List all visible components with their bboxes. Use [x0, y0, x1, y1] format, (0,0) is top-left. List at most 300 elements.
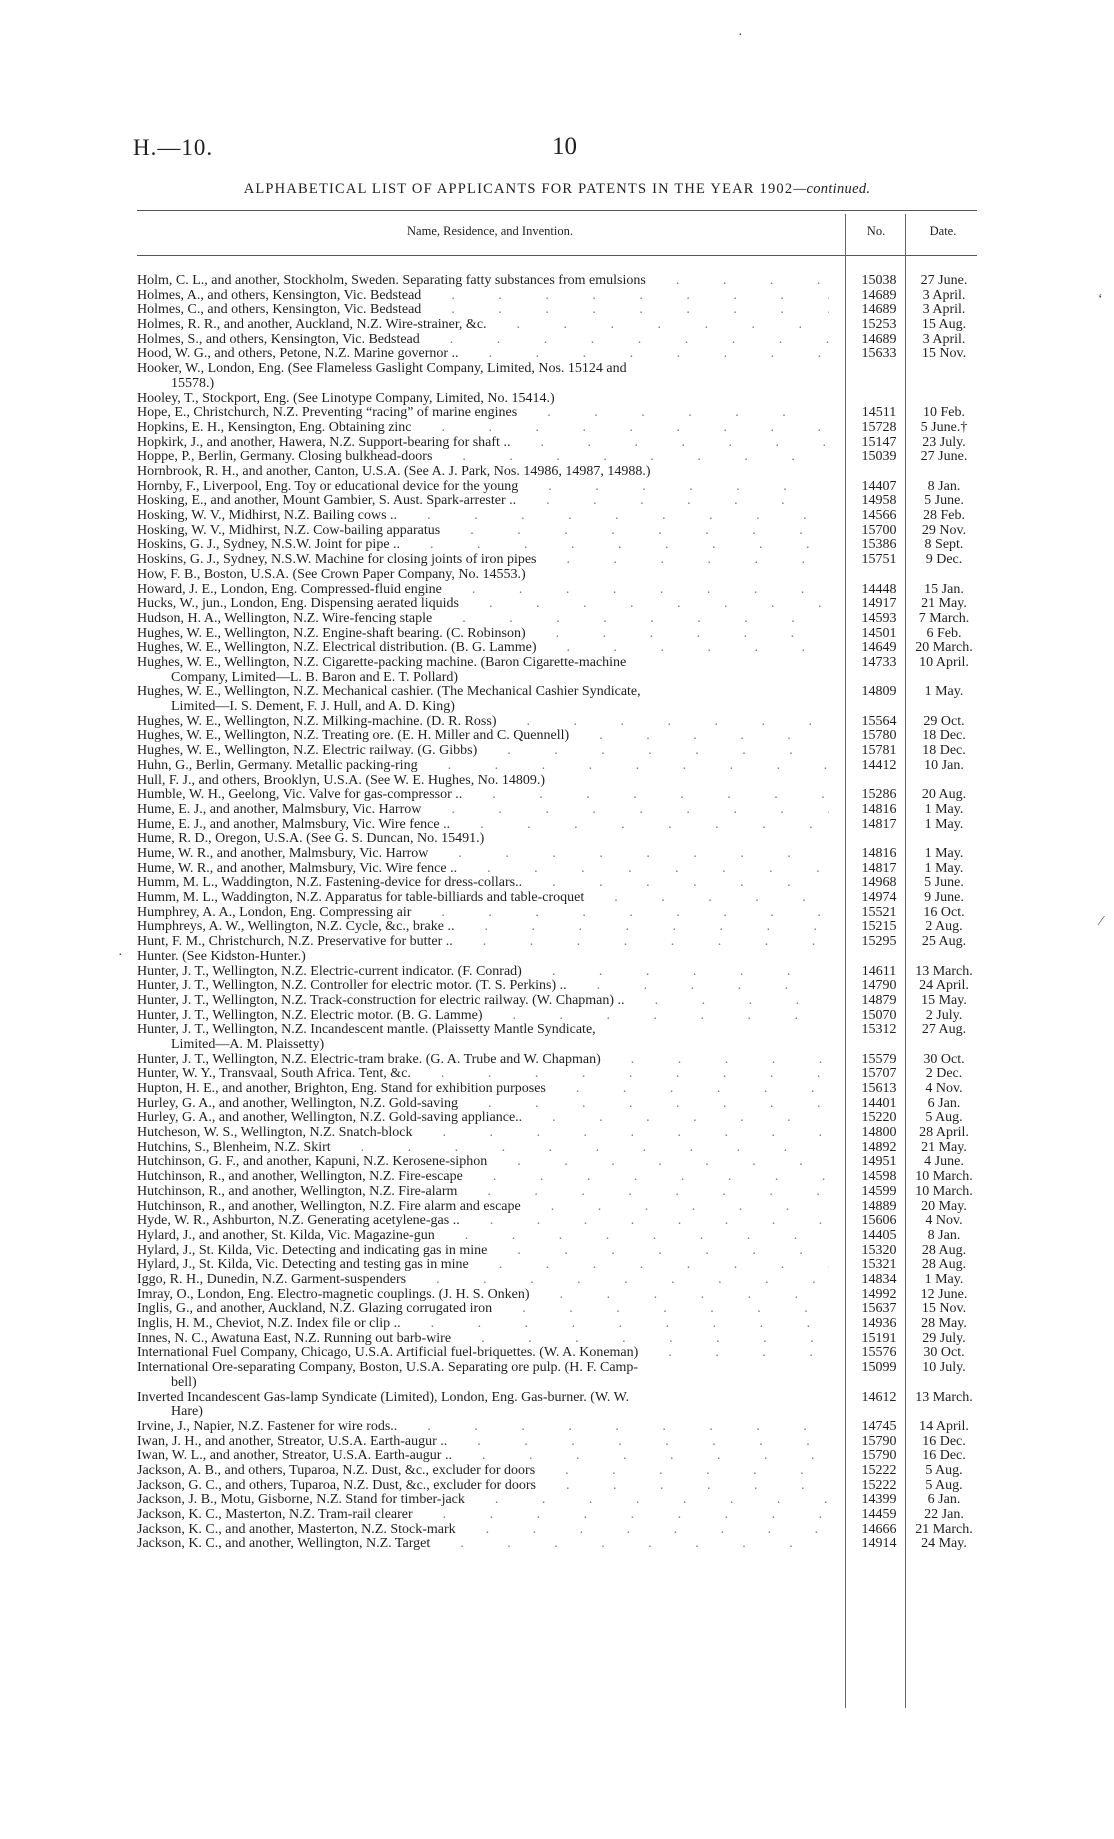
entry-date: 21 May. [921, 1139, 967, 1155]
entry-number: 14501 [861, 625, 897, 641]
entry-number: 15215 [861, 919, 897, 935]
entry-date: 9 Dec. [925, 552, 963, 568]
entry-name-text: Holmes, S., and others, Kensington, Vic. Bedstead [137, 332, 420, 347]
entry-date: 28 April. [919, 1125, 969, 1141]
entry-number: 15564 [861, 713, 897, 729]
entry-date: 9 June. [924, 890, 964, 906]
entry-name-text: Hornbrook, R. H., and another, Canton, U.S.A. (See A. J. Park, Nos. 14986, 14987, 14988.) [137, 463, 651, 479]
entry-date: 22 Jan. [924, 1507, 964, 1523]
entry-name-text: Jackson, K. C., and another, Wellington, N.Z. Target [137, 1537, 431, 1552]
table-row [137, 685, 977, 714]
entry-number: 15790 [861, 1448, 897, 1464]
entry-number: 15780 [861, 728, 897, 744]
entry-name [137, 406, 829, 421]
entry-name-text: Humm, M. L., Waddington, N.Z. Apparatus for table-billiards and table-croquet [137, 891, 585, 906]
entries-list [137, 274, 977, 1552]
table-row [137, 509, 977, 524]
entry-name [137, 641, 829, 656]
entry-name-line: International Ore-separating Company, Boston, U.S.A. Separating ore pulp. (H. F. Camp- [137, 1361, 639, 1376]
table-top-rule [137, 210, 977, 211]
entry-date: 5 Aug. [925, 1110, 963, 1126]
table-row [137, 1479, 977, 1494]
table-row [137, 1391, 977, 1420]
entry-number: 14745 [861, 1418, 897, 1434]
entry-name-text: Humphreys, A. W., Wellington, N.Z. Cycle, &c., brake .. [137, 920, 455, 935]
table-row [137, 538, 977, 553]
entry-number: 15637 [861, 1301, 897, 1317]
table-row [137, 759, 977, 774]
entry-name [137, 1111, 829, 1126]
entry-name [137, 1493, 829, 1508]
entry-name-text: Hume, E. J., and another, Malmsbury, Vic. Wire fence .. [137, 817, 451, 832]
entry-name-continuation: Hare) [171, 1404, 203, 1420]
table-row [137, 318, 977, 333]
table-row [137, 289, 977, 304]
entry-date: 24 May. [921, 1536, 967, 1552]
entry-name-text: Hosking, E., and another, Mount Gambier, S. Aust. Spark-arrester .. [137, 494, 517, 509]
entry-name-text: Humphrey, A. A., London, Eng. Compressing air [137, 905, 412, 920]
entry-name [137, 862, 829, 877]
entry-date: 1 May. [924, 816, 964, 832]
entry-name [137, 935, 829, 950]
entry-number: 15222 [861, 1477, 897, 1493]
entry-number: 15286 [861, 787, 897, 803]
entry-number: 15222 [861, 1462, 897, 1478]
entry-number: 15728 [861, 419, 897, 435]
entry-name-text: Hutcheson, W. S., Wellington, N.Z. Snatch-block [137, 1126, 413, 1141]
entry-name [137, 627, 829, 642]
table-row [137, 744, 977, 759]
entry-name [137, 744, 829, 759]
entry-date: 21 March. [915, 1521, 973, 1537]
entry-name [137, 1126, 829, 1141]
entry-number: 14968 [861, 875, 897, 891]
entry-name [137, 1214, 829, 1229]
entry-name [137, 1523, 829, 1538]
entry-name-text: Hutchins, S., Blenheim, N.Z. Skirt [137, 1140, 331, 1155]
entry-number: 14689 [861, 287, 897, 303]
margin-tick: ⁄ [1100, 914, 1103, 929]
entry-name [137, 847, 829, 862]
entry-date: 5 June.† [920, 419, 968, 435]
entry-name-text: Hughes, W. E., Wellington, N.Z. Engine-shaft bearing. (C. Robinson) [137, 626, 526, 641]
entry-name [137, 1067, 829, 1082]
entry-name-text: Hylard, J., St. Kilda, Vic. Detecting and indicating gas in mine [137, 1243, 488, 1258]
entry-date: 16 Dec. [922, 1448, 966, 1464]
entry-number: 14974 [861, 890, 897, 906]
entry-name [137, 950, 829, 965]
entry-name-line: Hunter, J. T., Wellington, N.Z. Incandescent mantle. (Plaissetty Mantle Syndicate, [137, 1023, 596, 1038]
entry-name [137, 1317, 829, 1332]
entry-number: 14593 [861, 610, 897, 626]
entry-name-continuation: Limited—I. S. Dement, F. J. Hull, and A. D. King) [171, 699, 455, 715]
entry-number: 14611 [861, 963, 897, 979]
entry-date: 27 Aug. [921, 1022, 967, 1038]
entry-name [137, 832, 829, 847]
entry-number: 14459 [861, 1507, 897, 1523]
entry-number: 15606 [861, 1213, 897, 1229]
entry-name-text: Hudson, H. A., Wellington, N.Z. Wire-fencing staple [137, 611, 433, 626]
table-row [137, 1009, 977, 1024]
entry-date: 10 March. [915, 1169, 973, 1185]
table-row [137, 1244, 977, 1259]
entry-name-continuation: 15578.) [171, 375, 215, 391]
entry-date: 27 June. [920, 273, 968, 288]
entry-number: 14914 [861, 1536, 897, 1552]
entry-name [137, 1537, 829, 1552]
entry-name-text: Jackson, J. B., Motu, Gisborne, N.Z. Stand for timber-jack [137, 1493, 465, 1508]
entry-number: 15038 [861, 273, 897, 288]
entry-name-text: Hull, F. J., and others, Brooklyn, U.S.A. (See W. E. Hughes, No. 14809.) [137, 772, 545, 788]
entry-date: 3 April. [922, 287, 966, 303]
entry-date: 8 Jan. [927, 478, 961, 494]
table-row [137, 303, 977, 318]
entry-number: 14879 [861, 992, 897, 1008]
entry-name [137, 891, 829, 906]
entry-date: 1 May. [924, 684, 964, 700]
entry-date: 15 Aug. [921, 317, 967, 333]
entry-name [137, 597, 829, 612]
entry-name-text: Hopkins, E. H., Kensington, Eng. Obtaining zinc [137, 420, 412, 435]
entry-date: 6 Feb. [926, 625, 962, 641]
table-row [137, 597, 977, 612]
entry-date: 15 May. [921, 992, 967, 1008]
entry-name [137, 494, 829, 509]
table-row [137, 1082, 977, 1097]
entry-number: 15781 [861, 743, 897, 759]
table-row [137, 847, 977, 862]
entry-number: 15633 [861, 346, 897, 362]
entry-number: 14598 [861, 1169, 897, 1185]
entry-number: 15253 [861, 317, 897, 333]
entry-number: 15191 [861, 1330, 897, 1346]
entry-number: 14566 [861, 508, 897, 524]
entry-number: 14958 [861, 493, 897, 509]
entry-name-text: International Fuel Company, Chicago, U.S.A. Artificial fuel-briquettes. (W. A. Koneman) [137, 1346, 639, 1361]
table-row [137, 1053, 977, 1068]
table-row [137, 1126, 977, 1141]
entry-name [137, 1435, 829, 1450]
table-row [137, 641, 977, 656]
table-row [137, 1229, 977, 1244]
entry-date: 2 Aug. [925, 919, 963, 935]
entry-date: 27 June. [920, 449, 968, 465]
entry-name [137, 1420, 829, 1435]
entry-name-text: Holmes, C., and others, Kensington, Vic. Bedstead [137, 303, 422, 318]
entry-date: 13 March. [915, 1389, 973, 1405]
entry-date: 12 June. [920, 1286, 968, 1302]
entry-number: 14816 [861, 845, 897, 861]
entry-name [137, 1464, 829, 1479]
entry-name-text: Hume, W. R., and another, Malmsbury, Vic. Wire fence .. [137, 861, 458, 876]
entry-date: 13 March. [915, 963, 973, 979]
entry-name-text: Hosking, W. V., Midhirst, N.Z. Bailing cows .. [137, 509, 398, 524]
entry-name [137, 1332, 829, 1347]
table-row [137, 950, 977, 965]
margin-dot: · [118, 948, 123, 963]
entry-number: 15295 [861, 934, 897, 950]
entry-name [137, 480, 829, 495]
entry-name-text: Iwan, J. H., and another, Streator, U.S.A. Earth-augur .. [137, 1434, 448, 1449]
entry-number: 15321 [861, 1257, 897, 1273]
entry-name-text: Hume, E. J., and another, Malmsbury, Vic. Harrow [137, 802, 422, 817]
entry-date: 4 Nov. [925, 1081, 963, 1097]
entry-name [137, 1361, 829, 1390]
entry-name-text: Hume, W. R., and another, Malmsbury, Vic. Harrow [137, 846, 429, 861]
table-header-rule [137, 255, 977, 256]
entry-number: 14809 [861, 684, 897, 700]
table-row [137, 920, 977, 935]
entry-name-text: Hunter, J. T., Wellington, N.Z. Controller for electric motor. (T. S. Perkins) .. [137, 979, 567, 994]
entry-number: 14817 [861, 816, 897, 832]
table-row [137, 803, 977, 818]
entry-name [137, 1200, 829, 1215]
entry-date: 15 Nov. [921, 346, 967, 362]
table-row [137, 1302, 977, 1317]
entry-name-text: Iggo, R. H., Dunedin, N.Z. Garment-suspenders [137, 1272, 407, 1287]
entry-date: 5 June. [924, 493, 964, 509]
entry-number: 15700 [861, 522, 897, 538]
entry-date: 23 July. [922, 434, 966, 450]
entry-date: 21 May. [921, 596, 967, 612]
entry-number: 14689 [861, 302, 897, 318]
entry-name [137, 1141, 829, 1156]
entry-number: 15220 [861, 1110, 897, 1126]
entry-date: 24 April. [919, 978, 969, 994]
entry-date: 4 Nov. [925, 1213, 963, 1229]
entry-name-text: Hoppe, P., Berlin, Germany. Closing bulkhead-doors [137, 450, 433, 465]
title-text: ALPHABETICAL LIST OF APPLICANTS FOR PATENTS IN THE YEAR 1902 [243, 181, 794, 197]
entry-name [137, 333, 829, 348]
entry-name [137, 965, 829, 980]
table-row [137, 1317, 977, 1332]
table-row [137, 1464, 977, 1479]
entry-name [137, 436, 829, 451]
entry-number: 15613 [861, 1081, 897, 1097]
entry-name-text: Jackson, A. B., and others, Tuparoa, N.Z. Dust, &c., excluder for doors [137, 1463, 536, 1478]
entry-date: 1 May. [924, 860, 964, 876]
entry-number: 14817 [861, 860, 897, 876]
table-row [137, 568, 977, 583]
entry-number: 14448 [861, 581, 897, 597]
table-row [137, 1185, 977, 1200]
entry-number: 14407 [861, 478, 897, 494]
entry-name [137, 1023, 829, 1052]
entry-date: 28 Feb. [923, 508, 965, 524]
entry-date: 10 Feb. [923, 405, 965, 421]
entry-name-text: Jackson, K. C., Masterton, N.Z. Tram-rail clearer [137, 1508, 413, 1523]
entry-name [137, 583, 829, 598]
entry-name-line: Hooker, W., London, Eng. (See Flameless Gaslight Company, Limited, Nos. 15124 and [137, 362, 627, 377]
entry-name [137, 1346, 829, 1361]
entry-date: 30 Oct. [923, 1345, 965, 1361]
table-row [137, 656, 977, 685]
entry-name-text: Hughes, W. E., Wellington, N.Z. Treating ore. (E. H. Miller and C. Quennell) [137, 729, 570, 744]
entry-name [137, 906, 829, 921]
table-row [137, 524, 977, 539]
table-row [137, 1214, 977, 1229]
table-row [137, 1435, 977, 1450]
entry-name-text: Hunter, J. T., Wellington, N.Z. Track-construction for electric railway. (W. Chapman) .. [137, 993, 625, 1008]
table-row [137, 406, 977, 421]
entry-name [137, 1097, 829, 1112]
table-row [137, 1111, 977, 1126]
entry-date: 3 April. [922, 302, 966, 318]
table-row [137, 1508, 977, 1523]
table-row [137, 1449, 977, 1464]
table-row [137, 979, 977, 994]
table-row [137, 1288, 977, 1303]
entry-name-line: Inverted Incandescent Gas-lamp Syndicate (Limited), London, Eng. Gas-burner. (W. W. [137, 1390, 630, 1405]
table-row [137, 480, 977, 495]
entry-name [137, 818, 829, 833]
entry-number: 15039 [861, 449, 897, 465]
margin-tick: ‘ [1098, 292, 1103, 307]
entry-name-text: Hughes, W. E., Wellington, N.Z. Electrical distribution. (B. G. Lamme) [137, 641, 537, 656]
table-row [137, 347, 977, 362]
entry-name-continuation: Limited—A. M. Plaissetty) [171, 1036, 325, 1052]
entry-number: 14790 [861, 978, 897, 994]
entry-name [137, 553, 829, 568]
entry-name [137, 876, 829, 891]
entry-number: 14401 [861, 1095, 897, 1111]
entry-number: 15521 [861, 904, 897, 920]
entry-name-text: Hyde, W. R., Ashburton, N.Z. Generating acetylene-gas .. [137, 1214, 460, 1229]
table-row [137, 1273, 977, 1288]
entry-date: 28 Aug. [921, 1242, 967, 1258]
entry-date: 15 Jan. [924, 581, 964, 597]
entry-name-text: Hopkirk, J., and another, Hawera, N.Z. Support-bearing for shaft .. [137, 435, 511, 450]
table-row [137, 1420, 977, 1435]
entry-name [137, 994, 829, 1009]
title-continued: —continued. [793, 181, 871, 197]
entry-name-text: Hunter, J. T., Wellington, N.Z. Electric motor. (B. G. Lamme) [137, 1008, 483, 1023]
table-row [137, 553, 977, 568]
entry-name-text: Hosking, W. V., Midhirst, N.Z. Cow-bailing apparatus [137, 523, 441, 538]
entry-number: 14800 [861, 1125, 897, 1141]
entry-name [137, 509, 829, 524]
entry-name-text: Hope, E., Christchurch, N.Z. Preventing “racing” of marine engines [137, 406, 518, 421]
entry-name-text: Hughes, W. E., Wellington, N.Z. Electric railway. (G. Gibbs) [137, 744, 478, 759]
entry-name [137, 612, 829, 627]
entry-name-text: Hunter, J. T., Wellington, N.Z. Electric-current indicator. (F. Conrad) [137, 964, 522, 979]
table-row [137, 1361, 977, 1390]
entry-number: 14399 [861, 1492, 897, 1508]
entry-number: 14511 [861, 405, 897, 421]
entry-number: 15386 [861, 537, 897, 553]
table-row [137, 465, 977, 480]
entry-name-text: Hutchinson, G. F., and another, Kapuni, N.Z. Kerosene-siphon [137, 1155, 488, 1170]
table-row [137, 583, 977, 598]
entry-name [137, 1229, 829, 1244]
entry-number: 14816 [861, 801, 897, 817]
entry-name-text: Hood, W. G., and others, Petone, N.Z. Marine governor .. [137, 347, 459, 362]
entry-name-text: Humm, M. L., Waddington, N.Z. Fastening-device for dress-collars.. [137, 876, 523, 891]
entry-name [137, 1244, 829, 1259]
entry-name-text: Hughes, W. E., Wellington, N.Z. Milking-machine. (D. R. Ross) [137, 714, 497, 729]
entry-number: 15579 [861, 1051, 897, 1067]
entry-name-continuation: bell) [171, 1374, 197, 1390]
entry-name-text: Huhn, G., Berlin, Germany. Metallic packing-ring [137, 758, 418, 773]
entry-name [137, 803, 829, 818]
entry-name [137, 715, 829, 730]
entry-number: 14405 [861, 1227, 897, 1243]
entry-name [137, 318, 829, 333]
entry-name-text: Jackson, K. C., and another, Masterton, N.Z. Stock-mark [137, 1522, 456, 1537]
entry-name [137, 568, 829, 583]
table-row [137, 906, 977, 921]
table-row [137, 729, 977, 744]
entry-number: 14412 [861, 757, 897, 773]
paper-reference: H.—10. [133, 135, 214, 160]
entry-date: 3 April. [922, 331, 966, 347]
entry-name-text: How, F. B., Boston, U.S.A. (See Crown Paper Company, No. 14553.) [137, 566, 526, 582]
entry-date: 20 March. [915, 640, 973, 656]
entry-number: 14666 [861, 1521, 897, 1537]
table-row [137, 1258, 977, 1273]
entry-date: 20 May. [921, 1198, 967, 1214]
entry-name-text: Innes, N. C., Awatuna East, N.Z. Running out barb-wire [137, 1331, 452, 1346]
entry-name [137, 362, 829, 391]
entry-name [137, 303, 829, 318]
entry-number: 15312 [861, 1022, 897, 1038]
entry-name [137, 274, 829, 289]
entry-name [137, 979, 829, 994]
table-row [137, 1067, 977, 1082]
entry-number: 14936 [861, 1316, 897, 1332]
entry-name [137, 759, 829, 774]
entry-name [137, 347, 829, 362]
entry-date: 20 Aug. [921, 787, 967, 803]
entry-number: 14917 [861, 596, 897, 612]
entry-date: 28 May. [921, 1316, 967, 1332]
table-row [137, 1200, 977, 1215]
entry-name [137, 1258, 829, 1273]
entry-date: 30 Oct. [923, 1051, 965, 1067]
entry-number: 14892 [861, 1139, 897, 1155]
entry-name [137, 788, 829, 803]
entry-date: 16 Dec. [922, 1433, 966, 1449]
entry-number: 14612 [861, 1389, 897, 1405]
table-row [137, 392, 977, 407]
entry-name [137, 1082, 829, 1097]
entry-name [137, 1288, 829, 1303]
table-row [137, 362, 977, 391]
entry-name-text: Inglis, G., and another, Auckland, N.Z. Glazing corrugated iron [137, 1302, 493, 1317]
entry-name-text: Humble, W. H., Geelong, Vic. Valve for gas-compressor .. [137, 788, 463, 803]
entry-number: 15320 [861, 1242, 897, 1258]
entry-number: 15099 [861, 1360, 897, 1376]
entry-name [137, 1170, 829, 1185]
table-row [137, 1523, 977, 1538]
entry-name-text: Hunter, W. Y., Transvaal, South Africa. Tent, &c. [137, 1067, 411, 1082]
entry-date: 8 Jan. [927, 1227, 961, 1243]
entry-name-text: Iwan, W. L., and another, Streator, U.S.A. Earth-augur .. [137, 1449, 452, 1464]
column-header-name: Name, Residence, and Invention. [407, 224, 573, 238]
entry-name-text: Irvine, J., Napier, N.Z. Fastener for wire rods.. [137, 1419, 398, 1434]
entry-name-text: Hylard, J., St. Kilda, Vic. Detecting and testing gas in mine [137, 1258, 469, 1273]
entry-date: 29 Nov. [921, 522, 967, 538]
table-row [137, 612, 977, 627]
entry-name [137, 1508, 829, 1523]
entry-number: 14834 [861, 1271, 897, 1287]
entry-date: 6 Jan. [927, 1492, 961, 1508]
entry-name [137, 524, 829, 539]
entry-number: 14889 [861, 1198, 897, 1214]
entry-number: 15751 [861, 552, 897, 568]
entry-name-text: Hutchinson, R., and another, Wellington, N.Z. Fire alarm and escape [137, 1199, 521, 1214]
entry-name-text: Hooley, T., Stockport, Eng. (See Linotype Company, Limited, No. 15414.) [137, 390, 555, 406]
